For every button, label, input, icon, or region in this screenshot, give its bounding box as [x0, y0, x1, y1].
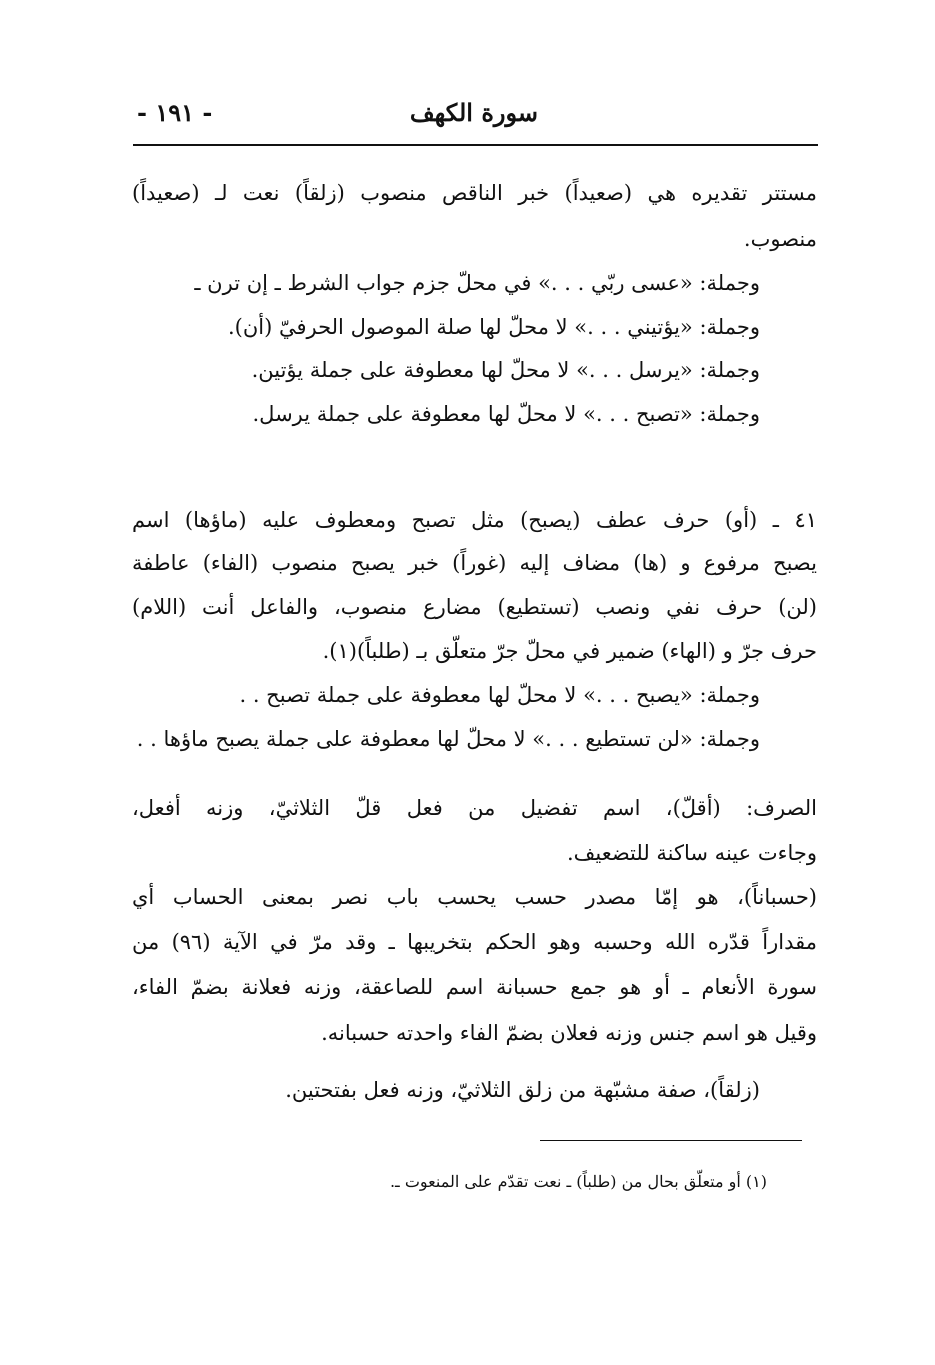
text-line: مقداراً قدّره الله وحسبه وهو الحكم بتخريبها ـ وقد مرّ في الآية (٩٦) من: [132, 930, 817, 954]
text-line: مستتر تقديره هي (صعيداً) خبر الناقص منصوب (زلقاً) نعت لـ (صعيداً): [132, 181, 817, 205]
footnote-rule: [540, 1140, 802, 1141]
text-line: يصبح مرفوع و (ها) مضاف إليه (غوراً) خبر يصبح منصوب (الفاء) عاطفة: [132, 551, 817, 575]
text-line: (حسباناً)، هو إمّا مصدر حسب يحسب باب نصر بمعنى الحساب أي: [132, 885, 817, 909]
text-line: سورة الأنعام ـ أو هو جمع حسبانة اسم للصاعقة، وزنه فعلانة بضمّ الفاء،: [132, 975, 817, 999]
sentence-line: وجملة: «عسى ربّي . . .» في محلّ جزم جواب الشرط ـ إن ترن ـ: [194, 271, 760, 295]
verse-41-line: ٤١ ـ (أو) حرف عطف (يصبح) مثل تصبح ومعطوف عليه (ماؤها) اسم: [132, 508, 817, 532]
text-line: (زلقاً)، صفة مشبّهة من زلق الثلاثيّ، وزنه فعل بفتحتين.: [285, 1078, 760, 1102]
sentence-line: وجملة: «يؤتيني . . .» لا محلّ لها صلة الموصول الحرفيّ (أن).: [227, 315, 760, 339]
sentence-line: وجملة: «يصبح . . .» لا محلّ لها معطوفة على جملة تصبح . .: [239, 683, 760, 707]
header-rule: [133, 144, 818, 146]
page-number: - ١٩١ -: [137, 98, 213, 127]
page-header: [133, 98, 818, 142]
text-line: منصوب.: [743, 227, 817, 251]
text-line: وجاءت عينه ساكنة للتضعيف.: [566, 841, 817, 865]
footnote: (١) أو متعلّق بحال من (طلباً) ـ نعت تقدّم على المنعوت ـ.: [389, 1172, 767, 1191]
text-line: حرف جرّ و (الهاء) ضمير في محلّ جرّ متعلّق بـ (طلباً)(١).: [322, 639, 817, 663]
sarf-line: الصرف: (أقلّ)، اسم تفضيل من فعل قلّ الثلاثيّ، وزنه أفعل،: [132, 796, 817, 820]
sentence-line: وجملة: «لن تستطيع . . .» لا محلّ لها معطوفة على جملة يصبح ماؤها . .: [136, 727, 760, 751]
text-line: وقيل هو اسم جنس وزنه فعلان بضمّ الفاء واحدته حسبانه.: [321, 1021, 817, 1045]
sentence-line: وجملة: «يرسل . . .» لا محلّ لها معطوفة على جملة يؤتين.: [251, 358, 760, 382]
text-line: (لن) حرف نفي ونصب (تستطيع) مضارع منصوب، والفاعل أنت (اللام): [132, 595, 817, 619]
surah-title: سورة الكهف: [409, 98, 538, 127]
sentence-line: وجملة: «تصبح . . .» لا محلّ لها معطوفة على جملة يرسل.: [252, 402, 760, 426]
